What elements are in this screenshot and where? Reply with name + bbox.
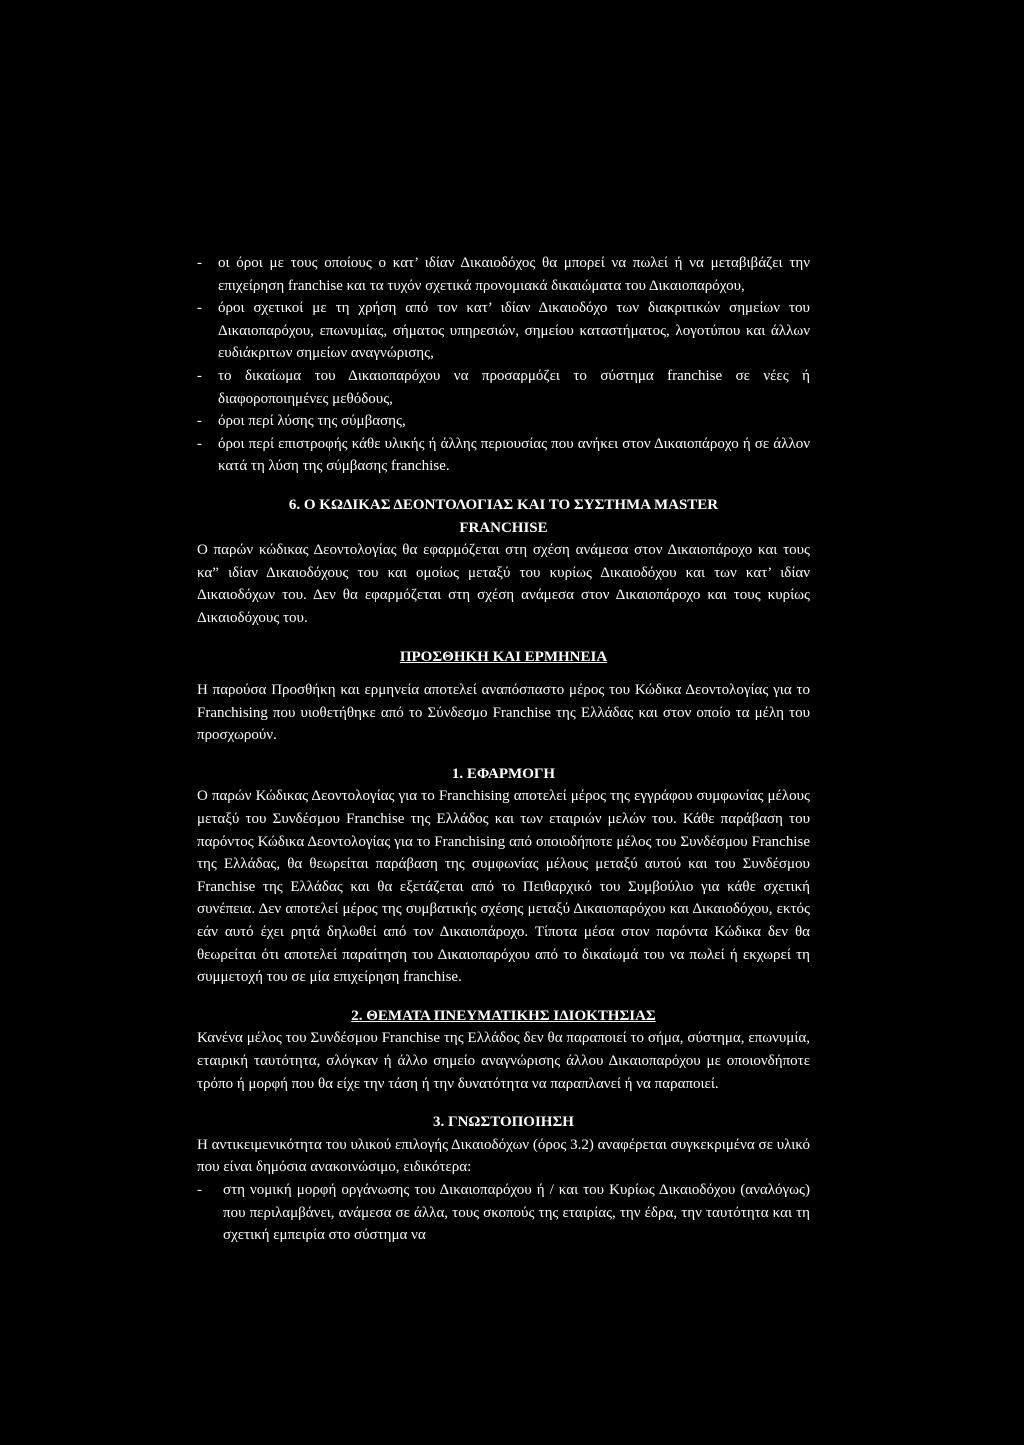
section-6-heading-line1: 6. Ο ΚΩΔΙΚΑΣ ΔΕΟΝΤΟΛΟΓΙΑΣ ΚΑΙ ΤΟ ΣΥΣΤΗΜΑ MASTER bbox=[288, 496, 719, 513]
list-item-text: όροι περί λύσης της σύμβασης, bbox=[218, 413, 406, 430]
section-6-heading bbox=[197, 494, 810, 539]
list-item bbox=[197, 297, 810, 365]
application-body: Ο παρών Κώδικας Δεοντολογίας για το Franchising αποτελεί μέρος της εγγράφου συμφωνίας μέλους μεταξύ του Συνδέσμου Franchise της Ελλάδος και των εταιριών μελών του. Κάθε παράβαση του παρόντος Κώδικα Δεοντολογίας για το Franchising από οποιοδήποτε μέλος του Συνδέσμου Franchise της Ελλάδας, θα θεωρείται παράβαση της συμφωνίας μέλους μεταξύ αυτού και του Συνδέσμου Franchise της Ελλάδας και θα εξετάζεται από το Πειθαρχικό του Συμβούλιο για κάθε σχετική συνέπεια. Δεν αποτελεί μέρος της συμβατικής σχέσης μεταξύ Δικαιοπαρόχου και Δικαιοδόχου, εκτός εάν αυτό έχει ρητά δηλωθεί από τον Δικαιοπάροχο. Τίποτα μέσα στον παρόντα Κώδικα δεν θα θεωρείται ότι αποτελεί παραίτηση του Δικαιοπαρόχου από το δικαίωμά του να πωλεί ή εκχωρεί τη συμμετοχή του σε μία επιχείρηση franchise. bbox=[197, 788, 810, 986]
list-item bbox=[197, 252, 810, 297]
ip-heading: 2. ΘΕΜΑΤΑ ΠΝΕΥΜΑΤΙΚΗΣ ΙΔΙΟΚΤΗΣΙΑΣ bbox=[351, 1007, 656, 1024]
notification-heading: 3. ΓΝΩΣΤΟΠΟΙΗΣΗ bbox=[433, 1114, 574, 1131]
list-item-text: το δικαίωμα του Δικαιοπαρόχου να προσαρμόζει το σύστημα franchise σε νέες ή διαφοροποιημένες μεθόδους, bbox=[218, 367, 810, 407]
list-item-text: όροι περί επιστροφής κάθε υλικής ή άλλης περιουσίας που ανήκει στον Δικαιοπάροχο ή σε άλλον κατά τη λύση της σύμβασης franchise. bbox=[218, 435, 810, 475]
list-item bbox=[197, 365, 810, 410]
bullet-dash: - bbox=[197, 413, 202, 430]
bullet-dash: - bbox=[197, 1181, 202, 1198]
bullet-dash: - bbox=[197, 435, 202, 452]
intro-bullet-list bbox=[197, 252, 810, 478]
section-6-heading-line2: FRANCHISE bbox=[459, 519, 548, 536]
list-item-text: οι όροι με τους οποίους ο κατ’ ιδίαν Δικαιοδόχος θα μπορεί να πωλεί ή να μεταβιβάζει την επιχείρηση franchise και τα τυχόν σχετικά προνομιακά δικαιώματα του Δικαιοπαρόχου, bbox=[218, 255, 810, 294]
list-item-text: όροι σχετικοί με τη χρήση από τον κατ’ ιδίαν Δικαιοδόχο των διακριτικών σημείων του Δικαιοπαρόχου, επωνυμίας, σήματος υπηρεσιών, σημείου καταστήματος, λογοτύπου και άλλων ευδιάκριτων σημείων αναγνώρισης, bbox=[218, 300, 810, 362]
ip-body: Κανένα μέλος του Συνδέσμου Franchise της Ελλάδος δεν θα παραποιεί το σήμα, σύστημα, επωνυμία, εταιρική ταυτότητα, σλόγκαν ή άλλο σημείο αναγνώρισης άλλου Δικαιοπαρόχου με οποιονδήποτε τρόπο ή μορφή που θα είχε την τάση ή την δυνατότητα να παραπλανεί ή να παραποιεί. bbox=[197, 1030, 810, 1092]
bullet-dash: - bbox=[197, 300, 202, 317]
list-item bbox=[197, 433, 810, 478]
notification-body: Η αντικειμενικότητα του υλικού επιλογής Δικαιοδόχων (όρος 3.2) αναφέρεται συγκεκριμένα σε υλικό που είναι δημόσια ανακοινώσιμο, ειδικότερα: bbox=[197, 1136, 810, 1176]
application-heading: 1. ΕΦΑΡΜΟΓΗ bbox=[451, 765, 556, 782]
notification-bullet-list bbox=[197, 1179, 810, 1247]
document-page bbox=[197, 252, 810, 1247]
list-item-text: στη νομική μορφή οργάνωσης του Δικαιοπαρόχου ή / και του Κυρίως Δικαιοδόχου (αναλόγως) που περιλαμβάνει, ανάμεσα σε άλλα, τους σκοπούς της εταιρίας, την έδρα, την ταυτότητα και τη σχετική εμπειρία στο σύστημα να bbox=[223, 1181, 810, 1244]
bullet-dash: - bbox=[197, 367, 202, 384]
bullet-dash: - bbox=[197, 255, 202, 271]
addendum-heading: ΠΡΟΣΘΗΚΗ ΚΑΙ ΕΡΜΗΝΕΙΑ bbox=[399, 648, 608, 665]
list-item bbox=[197, 1179, 810, 1247]
list-item bbox=[197, 410, 810, 433]
section-6-body: Ο παρών κώδικας Δεοντολογίας θα εφαρμόζεται στη σχέση ανάμεσα στον Δικαιοπάροχο και τους κα” ιδίαν Δικαιοδόχους του και ομοίως μεταξύ του κυρίως Δικαιοδόχου και των κατ’ ιδίαν Δικαιοδόχων του. Δεν θα εφαρμόζεται στη σχέση ανάμεσα στον Δικαιοπάροχο και τους κυρίως Δικαιοδόχους του. bbox=[197, 542, 810, 626]
addendum-body: Η παρούσα Προσθήκη και ερμηνεία αποτελεί αναπόσπαστο μέρος του Κώδικα Δεοντολογίας για το Franchising που υιοθετήθηκε από το Σύνδεσμο Franchise της Ελλάδας και στον οποίο τα μέλη του προσχωρούν. bbox=[197, 682, 810, 744]
